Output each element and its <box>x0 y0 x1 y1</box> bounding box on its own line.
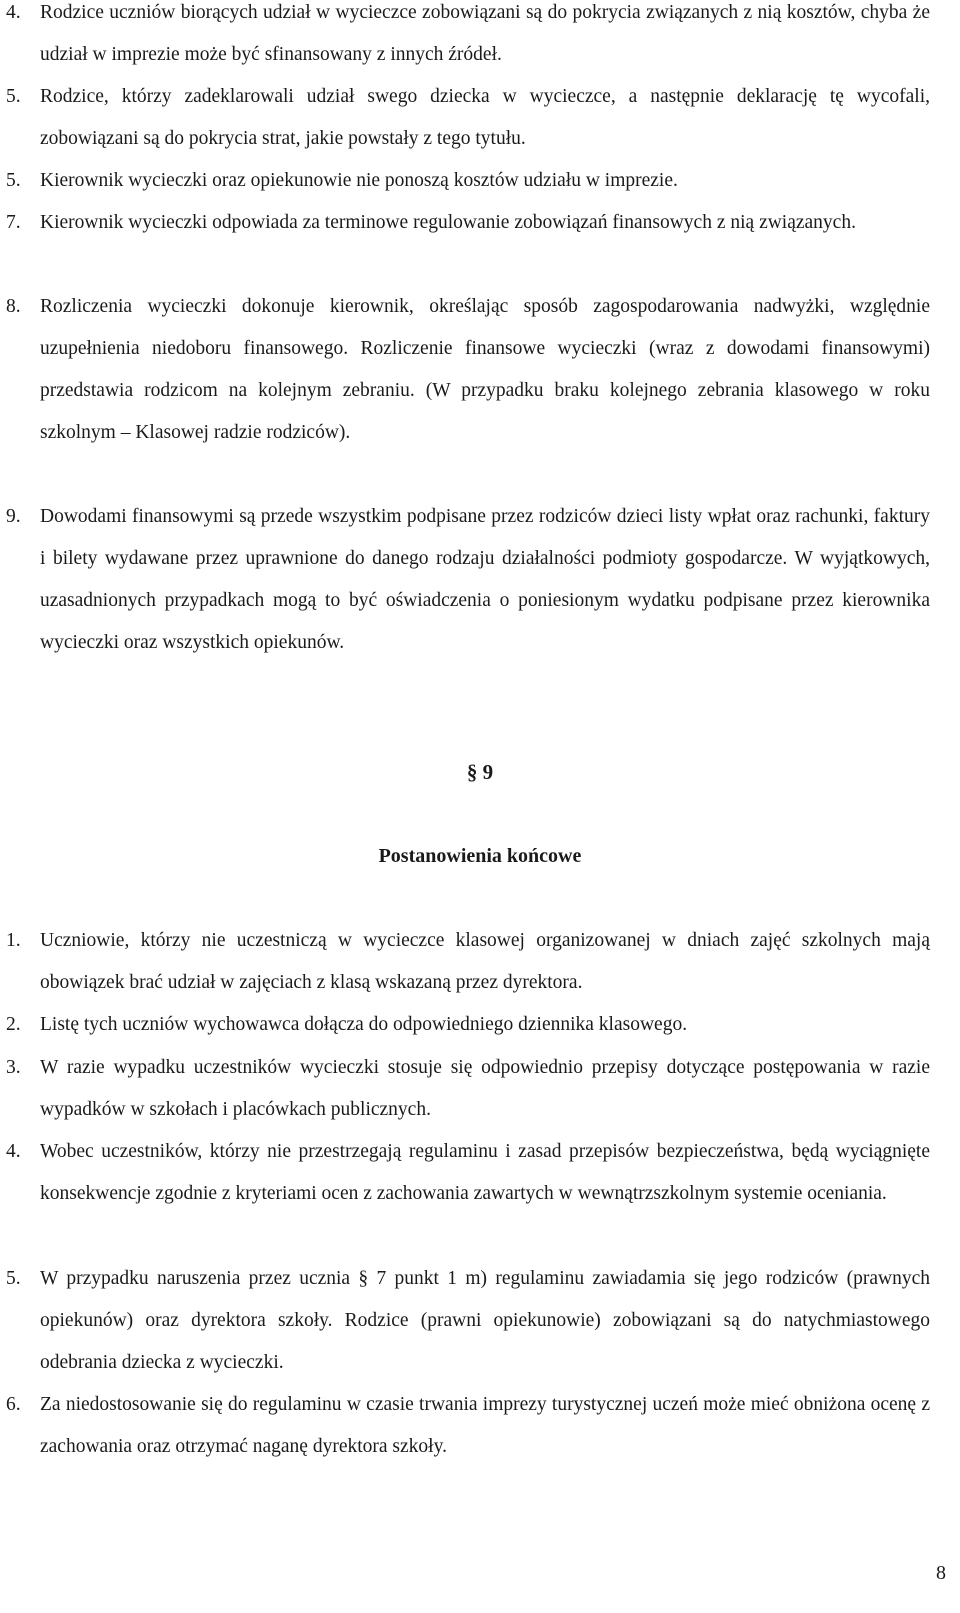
item-number: 5. <box>6 86 21 107</box>
item-number: 4. <box>6 1141 21 1162</box>
item-number: 8. <box>6 296 21 317</box>
item-text: Rodzice, którzy zadeklarowali udział swego dziecka w wycieczce, a następnie deklarację tę wycofali, zobowiązani są do pokrycia strat, jakie powstały z tego tytułu. <box>40 86 930 149</box>
item-number: 4. <box>6 2 21 23</box>
item-text: Kierownik wycieczki oraz opiekunowie nie ponoszą kosztów udziału w imprezie. <box>40 170 678 191</box>
item-text: Uczniowie, którzy nie uczestniczą w wycieczce klasowej organizowanej w dniach zajęć szkolnych mają obowiązek brać udział w zajęciach z klasą wskazaną przez dyrektora. <box>40 930 930 993</box>
item-number: 6. <box>6 1394 21 1415</box>
item-text: Kierownik wycieczki odpowiada za terminowe regulowanie zobowiązań finansowych z nią związanych. <box>40 212 856 233</box>
page-number: 8 <box>936 1562 946 1584</box>
section-title: Postanowienia końcowe <box>378 845 582 867</box>
item-text: Wobec uczestników, którzy nie przestrzegają regulaminu i zasad przepisów bezpieczeństwa, będą wyciągnięte konsekwencje zgodnie z kryteriami ocen z zachowania zawartych w wewnątrzszkolnym systemie oceniania. <box>40 1141 930 1204</box>
item-number: 7. <box>6 212 21 233</box>
item-number: 3. <box>6 1057 21 1078</box>
item-text: W przypadku naruszenia przez ucznia § 7 punkt 1 m) regulaminu zawiadamia się jego rodziców (prawnych opiekunów) oraz dyrektora szkoły. Rodzice (prawni opiekunowie) zobowiązani są do natychmiastowego odebrania dziecka z wycieczki. <box>40 1268 930 1373</box>
item-text: Dowodami finansowymi są przede wszystkim podpisane przez rodziców dzieci listy wpłat oraz rachunki, faktury i bilety wydawane przez uprawnione do danego rodzaju działalności podmioty gospodarcze. W wyjątkowych, uzasadnionych przypadkach mogą to być oświadczenia o poniesionym wydatku podpisane przez kierownika wycieczki oraz wszystkich opiekunów. <box>40 506 930 653</box>
item-text: Listę tych uczniów wychowawca dołącza do odpowiedniego dziennika klasowego. <box>40 1014 688 1035</box>
item-text: Rozliczenia wycieczki dokonuje kierownik, określając sposób zagospodarowania nadwyżki, względnie uzupełnienia niedoboru finansowego. Rozliczenie finansowe wycieczki (wraz z dowodami finansowymi) przedstawia rodzicom na kolejnym zebraniu. (W przypadku braku kolejnego zebrania klasowego w roku szkolnym – Klasowej radzie rodziców). <box>40 296 930 443</box>
item-text: W razie wypadku uczestników wycieczki stosuje się odpowiednio przepisy dotyczące postępowania w razie wypadków w szkołach i placówkach publicznych. <box>40 1057 930 1120</box>
item-number: 9. <box>6 506 21 527</box>
item-number: 5. <box>6 170 21 191</box>
item-text: Rodzice uczniów biorących udział w wycieczce zobowiązani są do pokrycia związanych z nią kosztów, chyba że udział w imprezie może być sfinansowany z innych źródeł. <box>40 2 930 65</box>
item-number: 1. <box>6 930 21 951</box>
section-mark: § 9 <box>466 760 494 784</box>
item-text: Za niedostosowanie się do regulaminu w czasie trwania imprezy turystycznej uczeń może mieć obniżona ocenę z zachowania oraz otrzymać naganę dyrektora szkoły. <box>40 1394 930 1457</box>
item-number: 5. <box>6 1268 21 1289</box>
item-number: 2. <box>6 1014 21 1035</box>
